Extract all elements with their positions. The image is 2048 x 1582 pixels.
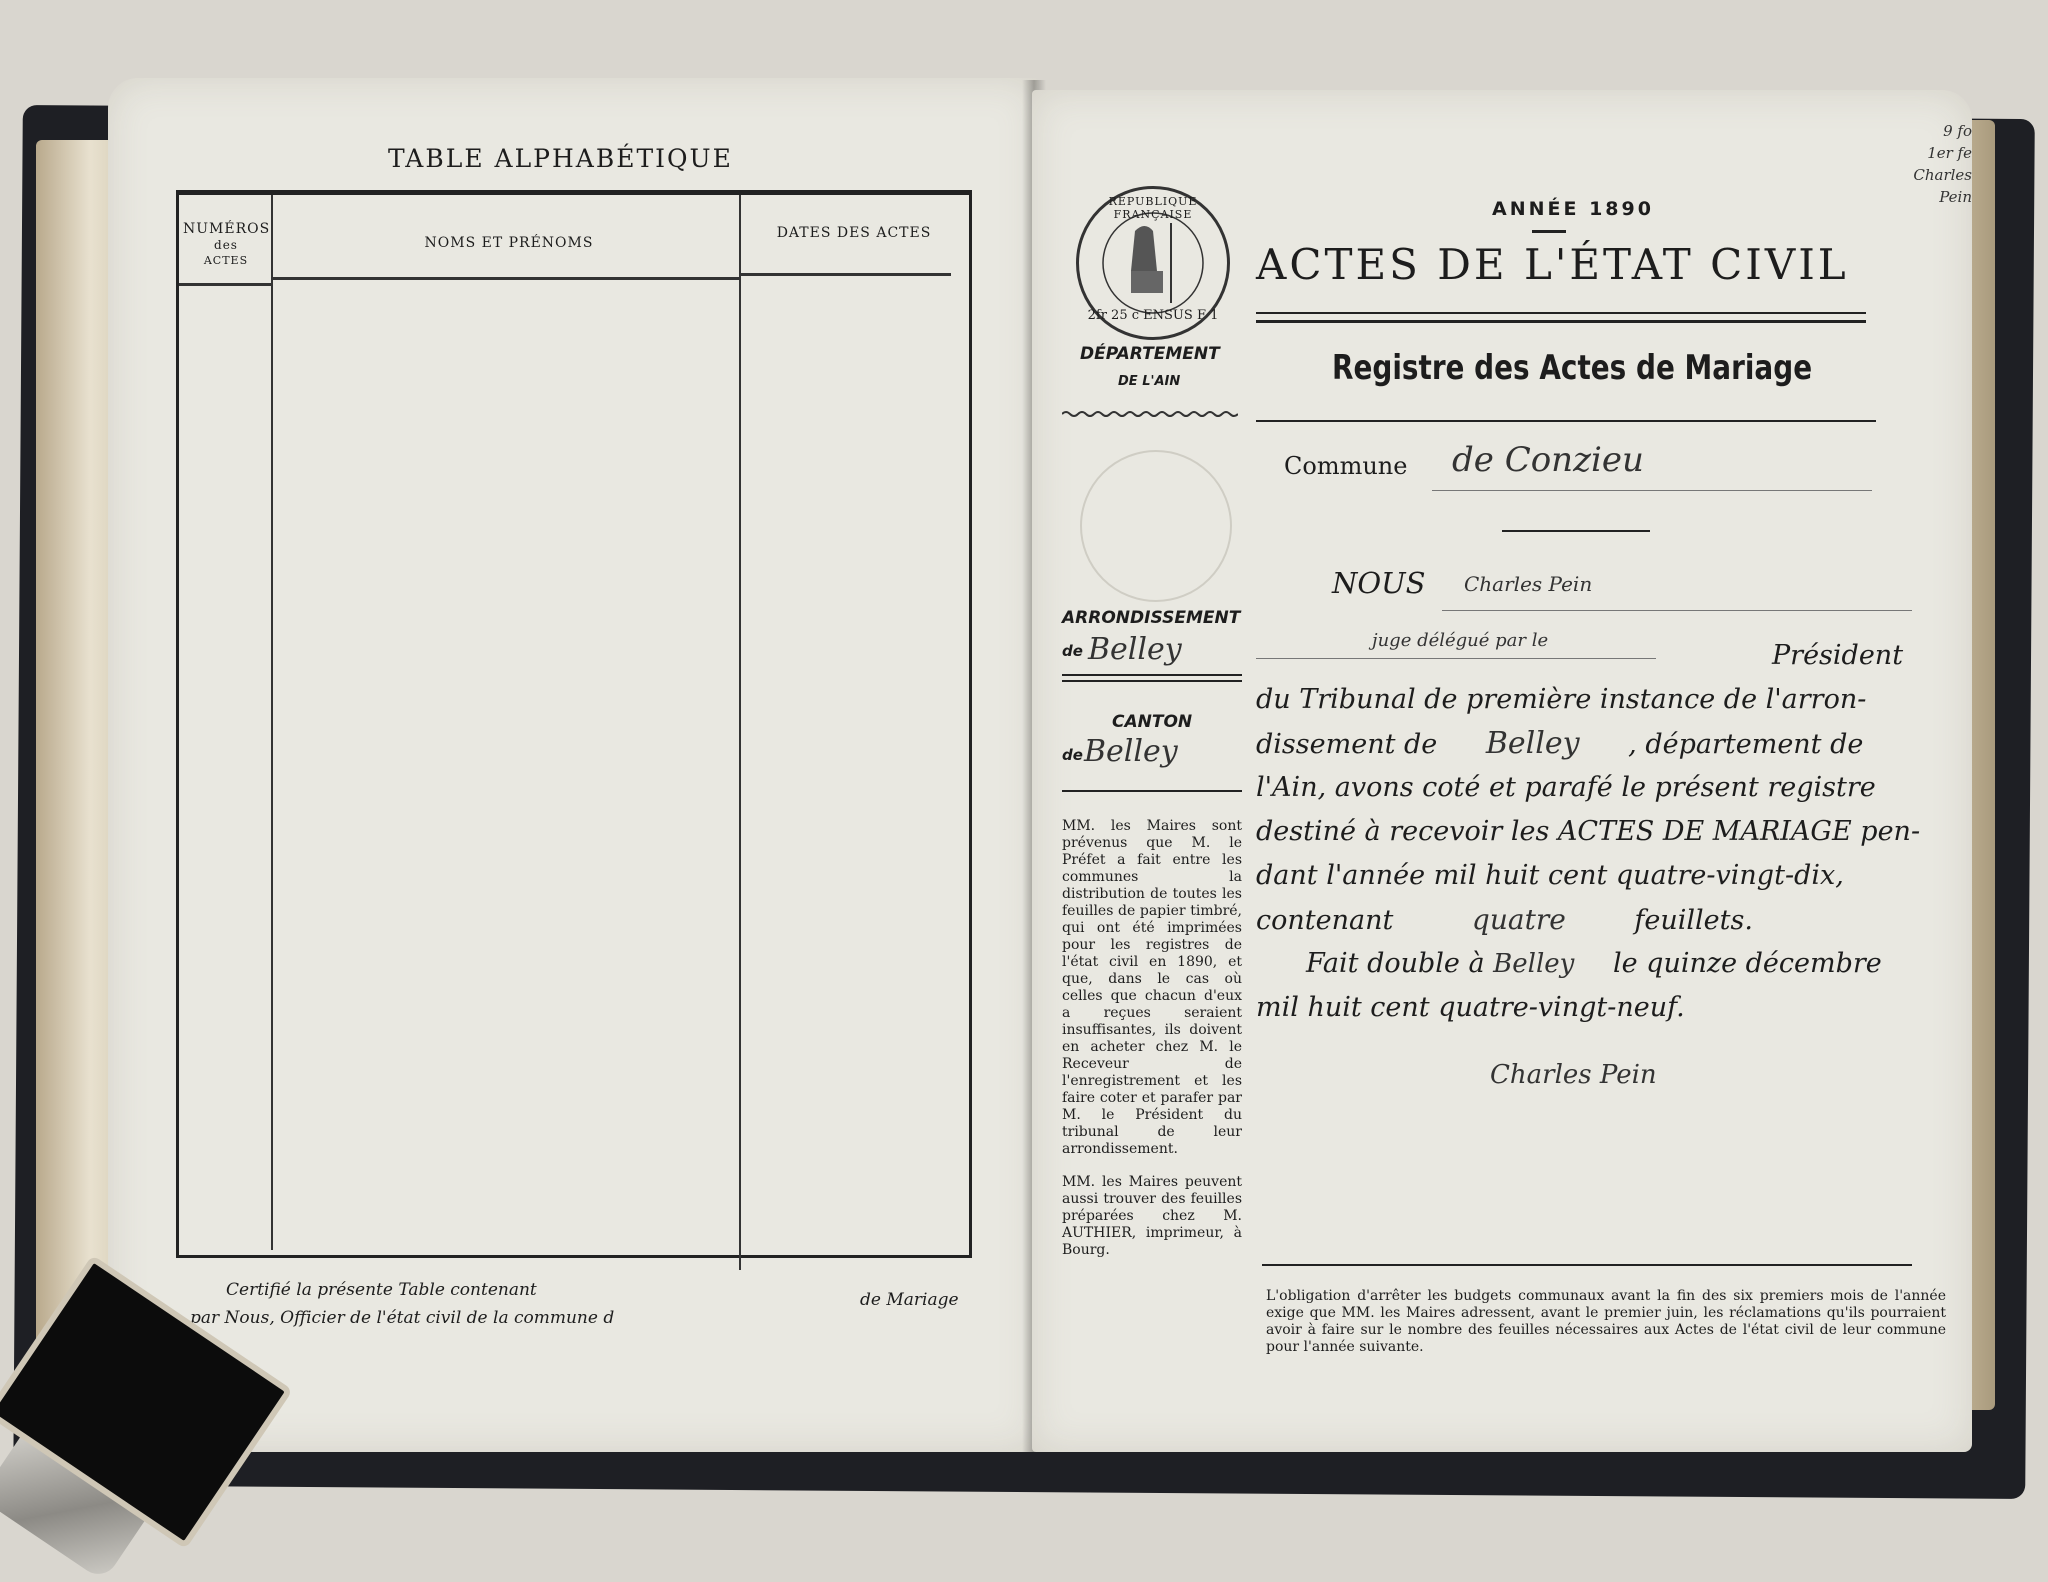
register-subtitle: Registre des Actes de Mariage [1332, 348, 1813, 388]
body-line-3b: , département de [1628, 729, 1864, 760]
canton-rule [1062, 790, 1242, 792]
commune-handwritten: de Conzieu [1452, 440, 1644, 480]
header-rule-3 [739, 273, 951, 276]
year-heading: ANNÉE 1890 [1492, 198, 1654, 220]
year-ornament [1532, 230, 1566, 233]
body-president: Président [1772, 640, 1904, 671]
wavy-divider-icon [1062, 410, 1238, 418]
body-line-8 [1306, 942, 1882, 986]
arrondissement-handwritten: Belley [1088, 632, 1182, 667]
column-header-dates: DATES DES ACTES [776, 225, 932, 241]
certification-line-2: par Nous, Officier de l'état civil de la commune d [190, 1308, 615, 1328]
column-divider-1 [271, 195, 273, 1250]
column-header-numeros-line3: ACTES [203, 254, 249, 267]
seal-value-text: 2fr 25 c [1087, 308, 1140, 323]
body-line-7b: feuillets. [1634, 905, 1753, 936]
commune-line [1432, 490, 1872, 491]
arrondissement-rule-2 [1062, 680, 1242, 682]
canton-prefix: de [1062, 746, 1083, 764]
title-rule-2 [1256, 320, 1866, 323]
column-header-numeros-line1: NUMÉROS [183, 221, 271, 237]
body-line-8-handwritten: Belley [1493, 949, 1575, 979]
departement-label: DÉPARTEMENT [1080, 344, 1220, 364]
body-line-3-handwritten: Belley [1485, 726, 1580, 761]
column-header-numeros [183, 221, 269, 269]
notice-maires-2: MM. les Maires peuvent aussi trouver des feuilles préparées chez M. AUTHIER, imprimeur, à Bourg. [1062, 1174, 1242, 1258]
footnote-budgets: L'obligation d'arrêter les budgets communaux avant la fin des six premiers mois de l'année exige que MM. les Maires adressent, avant le premier juin, les réclamations qu'ils pourraient avoir à faire sur le nombre des feuilles nécessaires aux Actes de l'état civil de leur commune pour l'année suivante. [1266, 1288, 1946, 1355]
body-line-9: mil huit cent quatre-vingt-neuf. [1256, 992, 1685, 1023]
body-line-2: du Tribunal de première instance de l'arron- [1256, 684, 1867, 715]
body-line-8a: Fait double à [1306, 948, 1485, 979]
seal-outer-text: RÉPUBLIQUE FRANÇAISE [1108, 195, 1198, 221]
canton-handwritten: Belley [1084, 734, 1178, 769]
corner-handwritten-note [1887, 120, 1972, 208]
body-line-4: l'Ain, avons coté et parafé le présent registre [1256, 772, 1876, 803]
certification-line-1: Certifié la présente Table contenant [226, 1280, 537, 1300]
nous-label: NOUS [1332, 566, 1426, 600]
arrondissement-prefix: de [1062, 642, 1083, 660]
commune-ornament [1502, 530, 1650, 532]
corner-note-line1: 9 fo [1943, 122, 1972, 140]
certification-suffix: de Mariage [860, 1290, 959, 1310]
column-header-noms: NOMS ET PRÉNOMS [424, 235, 594, 251]
body-line-6: dant l'année mil huit cent quatre-vingt-dix, [1256, 860, 1844, 891]
right-page [1032, 90, 1972, 1452]
table-title: TABLE ALPHABÉTIQUE [388, 144, 733, 173]
seal-value-sub: ENSUS [1143, 308, 1193, 323]
embossed-stamp [1080, 450, 1232, 602]
body-line-7a: contenant [1256, 905, 1394, 936]
tax-stamp-seal [1076, 186, 1230, 340]
corner-note-line3: Charles Pein [1913, 166, 1972, 206]
departement-value: DE L'AIN [1118, 374, 1181, 389]
notice-maires-1: MM. les Maires sont prévenus que M. le Préfet a fait entre les communes la distribution de toutes les feuilles de papier timbré, qui ont été imprimées pour les registres de l'état civil en 1890, et que, dans le cas où celles que chacun d'eux a reçues seraient insuffisantes, ils doivent en acheter chez M. le Receveur de l'enregistrement et les faire coter et parafer par M. le Président du tribunal de leur arrondissement. [1062, 818, 1242, 1157]
left-page [108, 78, 1038, 1452]
corner-note-line2: 1er fe [1927, 144, 1972, 162]
signature-handwritten: Charles Pein [1490, 1060, 1657, 1090]
body-line-3 [1256, 722, 1863, 767]
column-header-numeros-line2: des [214, 238, 238, 252]
title-rule-1 [1256, 312, 1866, 314]
nous-handwritten: Charles Pein [1464, 572, 1593, 596]
juge-handwritten: juge délégué par le [1372, 630, 1549, 651]
arrondissement-rule-1 [1062, 674, 1242, 676]
body-line-5: destiné à recevoir les ACTES DE MARIAGE pen- [1256, 816, 1921, 847]
arrondissement-label: ARRONDISSEMENT [1062, 608, 1241, 628]
body-line-7 [1256, 898, 1753, 943]
alphabetical-table [176, 190, 972, 1258]
juge-line [1256, 658, 1656, 659]
body-line-7-handwritten: quatre [1471, 903, 1566, 936]
main-title: ACTES DE L'ÉTAT CIVIL [1256, 240, 1849, 289]
seal-value [1079, 308, 1227, 323]
header-rule-1 [179, 283, 271, 286]
commune-label: Commune [1284, 452, 1408, 480]
seal-mark: F 1 [1196, 308, 1219, 323]
header-rule-2 [271, 277, 739, 280]
footnote-rule [1262, 1264, 1912, 1266]
canton-label: CANTON [1112, 712, 1193, 732]
body-line-8b: le quinze décembre [1612, 948, 1882, 979]
column-divider-2 [739, 195, 741, 1270]
body-line-3a: dissement de [1256, 729, 1438, 760]
nous-line [1442, 610, 1912, 611]
subtitle-rule [1256, 420, 1876, 422]
